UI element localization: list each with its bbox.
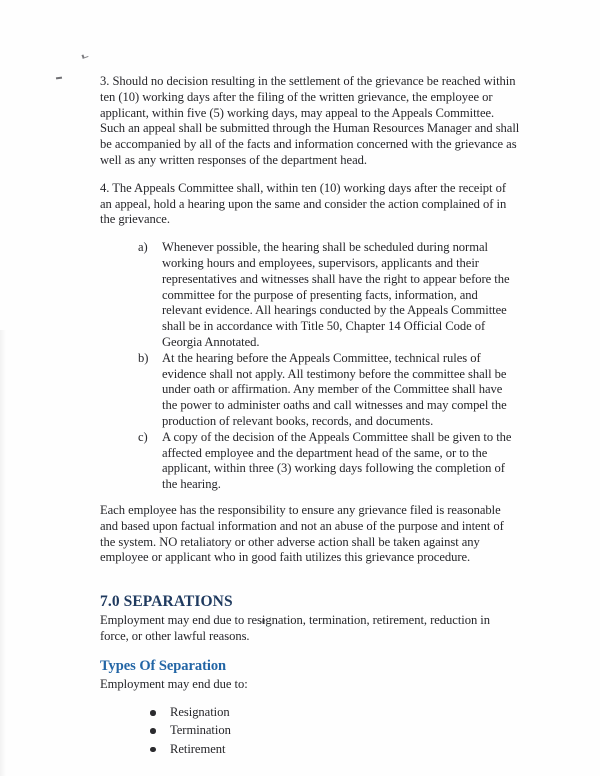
scan-speck	[81, 53, 88, 59]
separation-types-list	[148, 705, 520, 757]
list-item-text: A copy of the decision of the Appeals Committee shall be given to the affected employee and the department head of the same, or to the applicant, within three (3) working days following the completion of the hearing.	[162, 429, 512, 492]
list-item-label: b)	[138, 350, 149, 365]
separations-body: Employment may end due to resignation, termination, retirement, reduction in force, or other lawful reasons.	[100, 612, 491, 643]
grievance-closing-paragraph: Each employee has the responsibility to ensure any grievance filed is reasonable and based upon factual information and not an abuse of the purpose and intent of the system. NO retaliatory or other adverse action shall be taken against any employee or applicant who in good faith utilizes this grievance procedure.	[100, 502, 504, 565]
subsection-heading-types-of-separation: Types Of Separation	[100, 657, 227, 674]
list-item-text: Whenever possible, the hearing shall be scheduled during normal working hours and employees, supervisors, applicants and their representatives and witnesses shall have the right to appear before the committee for the purpose of presenting facts, information, and relevant evidence. All hearings conducted by the Appeals Committee shall be in accordance with Title 50, Chapter 14 Official Code of Georgia Annotated.	[162, 240, 510, 349]
list-item-c	[138, 430, 520, 493]
scan-edge-shading	[0, 330, 6, 776]
list-item-label: a)	[138, 240, 148, 255]
scan-speck	[56, 77, 62, 80]
list-item-b	[138, 351, 520, 430]
grievance-paragraph-4: 4. The Appeals Committee shall, within ten (10) working days after the receipt of an appeal, hold a hearing upon the same and consider the action complained of in the grievance.	[100, 180, 507, 227]
bullet-item-retirement: Retirement	[148, 742, 520, 758]
separations-intro: Employment may end due to:	[100, 677, 248, 692]
list-item-label: c)	[138, 429, 148, 444]
document-content	[100, 74, 520, 760]
appeal-hearing-list	[100, 240, 520, 493]
list-item-text: At the hearing before the Appeals Committee, technical rules of evidence shall not apply. All testimony before the committee shall be under oath or affirmation. Any member of the Committee shall have the power to administer oaths and call witnesses and may compel the production of relevant books, records, and documents.	[162, 350, 507, 428]
bullet-item-resignation: Resignation	[148, 705, 520, 721]
grievance-paragraph-3: 3. Should no decision resulting in the settlement of the grievance be reached within ten (10) working days after the filing of the written grievance, the employee or applicant, within five (5) working days, may appeal to the Appeals Committee. Such an appeal shall be submitted through the Human Resources Manager and shall be accompanied by all of the facts and information concerned with the grievance as well as any written responses of the department head.	[100, 74, 520, 167]
section-heading-separations: 7.0 SEPARATIONS	[100, 593, 233, 611]
bullet-item-termination: Termination	[148, 723, 520, 739]
list-item-a	[138, 240, 520, 351]
